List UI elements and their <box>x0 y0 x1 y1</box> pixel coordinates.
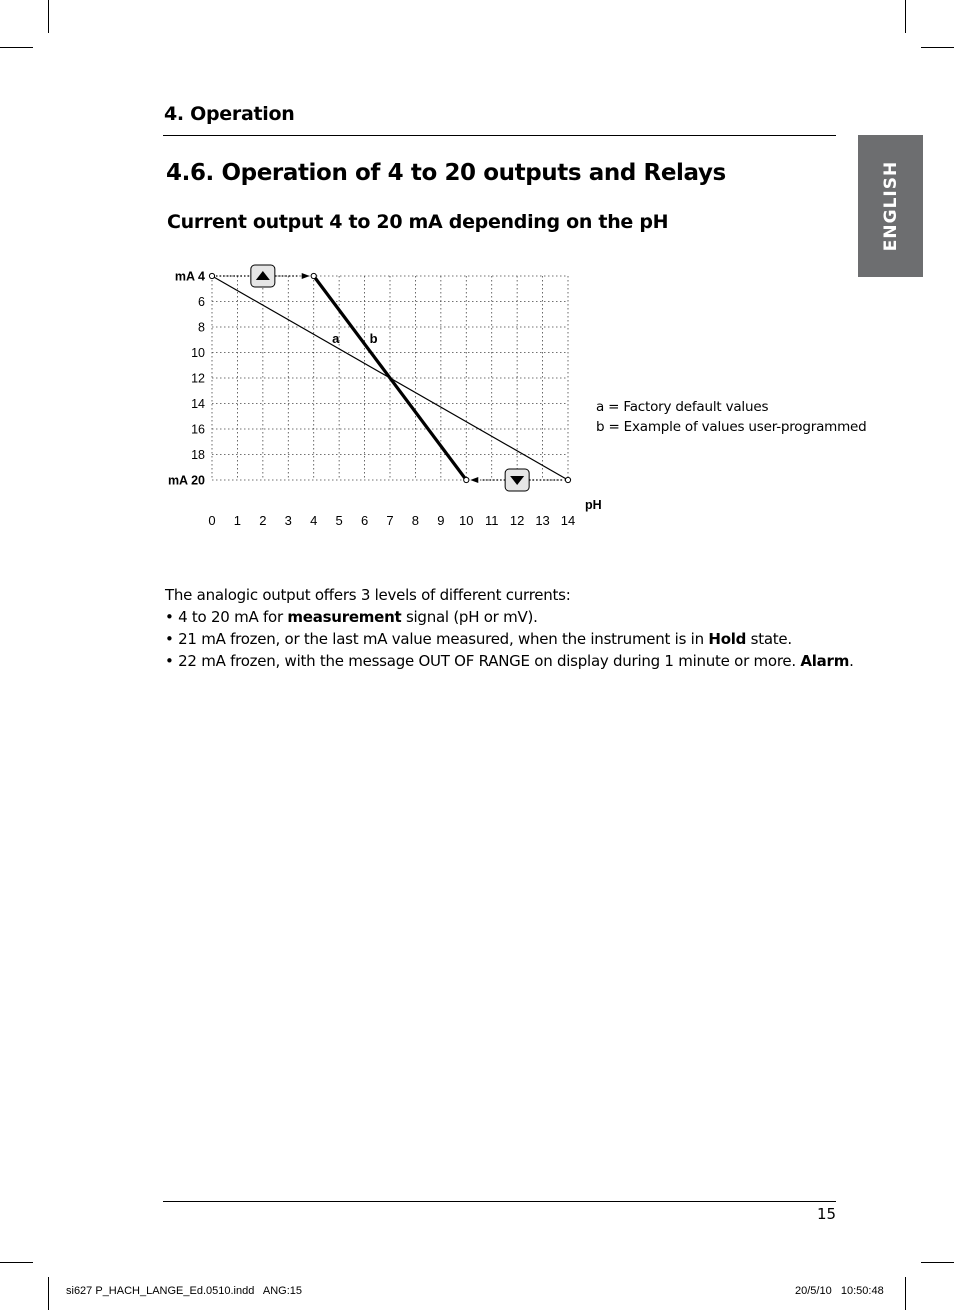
legend-item-a: a = Factory default values <box>596 399 769 415</box>
arrow-head <box>470 477 478 483</box>
y-tick-label: mA 4 <box>174 269 205 284</box>
x-tick-label: 12 <box>509 513 525 528</box>
page-title: 4.6. Operation of 4 to 20 outputs and Relays <box>166 160 726 186</box>
x-axis-label: pH <box>585 498 602 512</box>
series-endpoint <box>464 477 469 482</box>
crop-mark <box>921 47 954 48</box>
crop-mark <box>0 47 33 48</box>
file-slug: si627 P_HACH_LANGE_Ed.0510.indd ANG:15 <box>66 1285 303 1297</box>
body-text <box>165 584 854 672</box>
chart-subtitle: Current output 4 to 20 mA depending on the pH <box>167 211 669 233</box>
x-tick-label: 11 <box>484 513 499 528</box>
x-tick-label: 6 <box>360 513 369 528</box>
list-item: • 22 mA frozen, with the message OUT OF RANGE on display during 1 minute or more. Alarm. <box>165 652 854 670</box>
x-tick-label: 13 <box>535 513 550 528</box>
measurement-term: measurement <box>287 608 402 626</box>
ph-current-chart <box>150 255 610 540</box>
legend-item-b: b = Example of values user-programmed <box>596 419 867 435</box>
x-tick-label: 5 <box>335 513 343 528</box>
footer-rule <box>163 1201 836 1202</box>
x-tick-label: 9 <box>437 513 445 528</box>
crop-mark <box>48 1277 49 1310</box>
arrow-head <box>302 273 310 279</box>
y-tick-label: 8 <box>198 320 205 335</box>
y-tick-label: 18 <box>191 448 205 462</box>
hold-term: Hold <box>708 630 747 648</box>
x-tick-label: 7 <box>386 513 394 528</box>
series-endpoint <box>209 273 214 278</box>
x-tick-label: 8 <box>411 513 420 528</box>
language-tab-label: ENGLISH <box>880 160 901 252</box>
crop-mark <box>48 0 49 33</box>
x-tick-label: 10 <box>459 513 474 528</box>
y-tick-label: 10 <box>191 346 205 360</box>
x-tick-label: 2 <box>259 513 267 528</box>
chart-legend <box>596 397 867 437</box>
x-tick-label: 14 <box>560 513 576 528</box>
y-tick-label: 16 <box>191 422 205 437</box>
x-tick-label: 3 <box>284 513 292 528</box>
y-tick-label: 14 <box>191 397 205 411</box>
section-header: 4. Operation <box>164 103 295 125</box>
list-item: • 4 to 20 mA for measurement signal (pH or mV). <box>165 608 538 626</box>
series-label-a: a <box>332 330 340 346</box>
series-endpoint <box>311 273 316 278</box>
x-tick-label: 1 <box>233 513 242 528</box>
y-tick-label: 6 <box>198 295 205 309</box>
crop-mark <box>921 1262 954 1263</box>
crop-mark <box>0 1262 33 1263</box>
page-number: 15 <box>817 1205 837 1223</box>
alarm-term: Alarm <box>800 652 850 670</box>
timestamp: 20/5/10 10:50:48 <box>795 1285 884 1297</box>
language-tab <box>858 135 923 277</box>
crop-mark <box>905 0 906 33</box>
series-endpoint <box>565 477 570 482</box>
list-item: • 21 mA frozen, or the last mA value measured, when the instrument is in Hold state. <box>165 630 792 648</box>
crop-mark <box>905 1277 906 1310</box>
y-tick-label: mA 20 <box>167 473 205 488</box>
body-intro: The analogic output offers 3 levels of different currents: <box>165 586 571 604</box>
series-label-b: b <box>369 330 378 346</box>
x-tick-label: 4 <box>310 513 318 528</box>
header-rule <box>163 135 836 136</box>
x-tick-label: 0 <box>208 513 216 528</box>
y-tick-label: 12 <box>191 371 205 386</box>
